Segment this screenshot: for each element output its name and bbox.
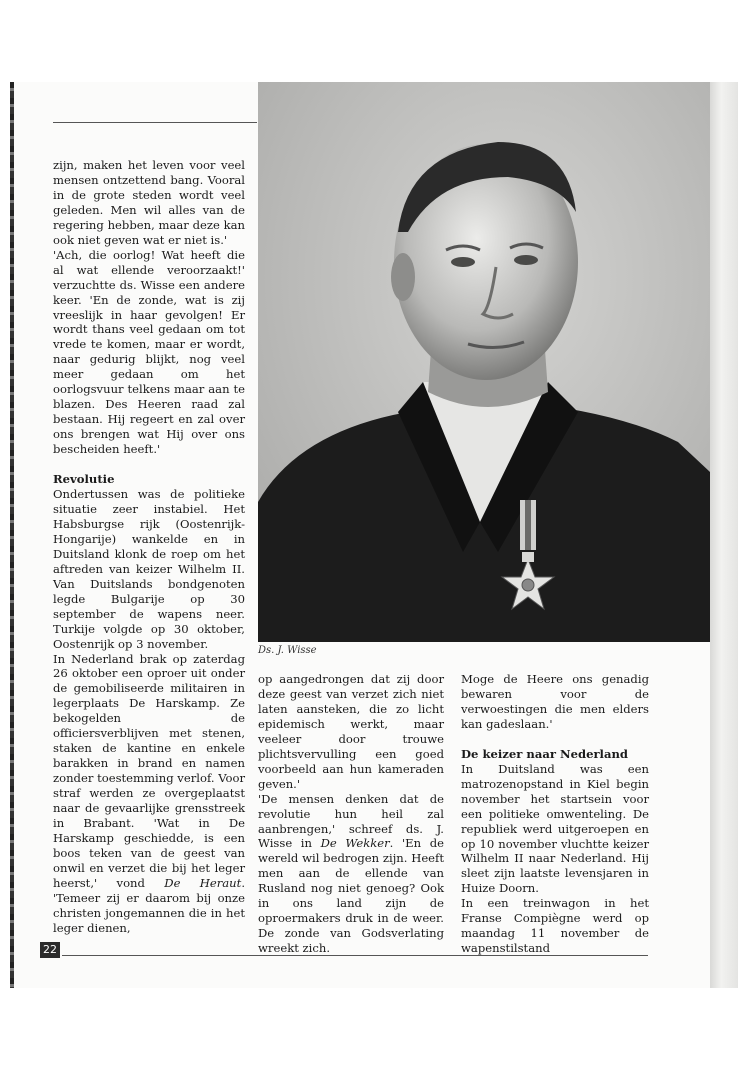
binding-edge [10,82,14,988]
paragraph-text: In Nederland brak op zaterdag 26 oktober een oproer uit onder de gemobiliseerde militairen in legerplaats De Harskamp. Ze bekogelden de officiersverblijven met stenen, staken de kantine en enkele barakken in brand en namen zonder toestemming verlof. Voor straf werden ze overgeplaatst naar de gevaarlijke grensstreek in Brabant. 'Wat in De Harskamp geschiedde, is een boos teken van de geest van onwil en verzet die bij het leger heerst,' vond [53,651,246,890]
paragraph: Moge de Heere ons genadig bewaren voor de verwoestingen die men elders kan gadeslaan.' [461,672,649,731]
source-title: De Wekker [320,836,390,851]
text-column-1 [53,158,245,936]
paragraph-text: . 'Temeer zij er daarom bij onze christen jongemannen die in het leger dienen, [53,875,245,935]
section-heading-keizer: De keizer naar Nederland [461,746,628,761]
paragraph: 'Ach, die oorlog! Wat heeft die al wat ellende veroorzaakt!' verzuchtte ds. Wisse een andere keer. 'En de zonde, wat is zij vreeslijk in haar gevolgen! Er wordt thans veel gedaan om tot vrede te komen, maar er wordt, naar gedurig blijkt, nog veel meer gedaan om het oorlogsvuur telkens maar aan te blazen. Des Heeren raad zal bestaan. Hij regeert en zal over ons brengen wat Hij over ons bescheiden heeft.' [53,247,245,457]
photo-caption: Ds. J. Wisse [258,645,317,656]
top-rule [53,122,257,123]
paragraph [258,792,444,956]
source-title: De Heraut [164,875,242,890]
page-number: 22 [40,942,60,958]
paragraph: Ondertussen was de politieke situatie zeer instabiel. Het Habsburgse rijk (Oostenrijk-Hongarije) wankelde en in Duitsland klonk de roep om het aftreden van keizer Wilhelm II. Van Duitslands bondgenoten legde Bulgarije op 30 september de wapens neer. Turkije volgde op 30 oktober, Oostenrijk op 3 november. [53,487,245,651]
paragraph-text: . 'En de wereld wil bedrogen zijn. Heeft men aan de ellende van Rusland nog niet genoeg? Ook in ons land zijn de oproermakers druk in de weer. De zonde van Godsverlating wreekt zich. [258,836,444,956]
paragraph-text: 'De mensen denken dat de revolutie hun heil zal aanbrengen,' schreef ds. J. Wisse in [258,791,444,851]
paragraph: op aangedrongen dat zij door deze geest van verzet zich niet laten aansteken, die zo licht epidemisch werkt, maar veeleer door trouwe plichtsvervulling een goed voorbeeld aan hun kameraden geven.' [258,672,444,791]
paragraph: zijn, maken het leven voor veel mensen ontzettend bang. Vooral in de grote steden wordt veel geleden. Men wil alles van de regering hebben, maar deze kan ook niet geven wat er niet is.' [53,158,245,247]
portrait-illustration [258,82,710,642]
text-column-3 [461,672,649,956]
paragraph: In Duitsland was een matrozenopstand in Kiel begin november het startsein voor een politieke omwenteling. De republiek werd uitgeroepen en op 10 november vluchtte keizer Wilhelm II naar Nederland. Hij sleet zijn laatste levensjaren in Huize Doorn. [461,761,649,896]
paragraph [53,652,245,936]
paragraph: In een treinwagon in het Franse Compiègne werd op maandag 11 november de wapenstilstand [461,896,649,956]
portrait-photo [258,82,710,642]
page-edge [710,82,738,988]
section-heading-revolutie: Revolutie [53,472,115,487]
bottom-rule [62,955,648,956]
text-column-2 [258,672,444,956]
